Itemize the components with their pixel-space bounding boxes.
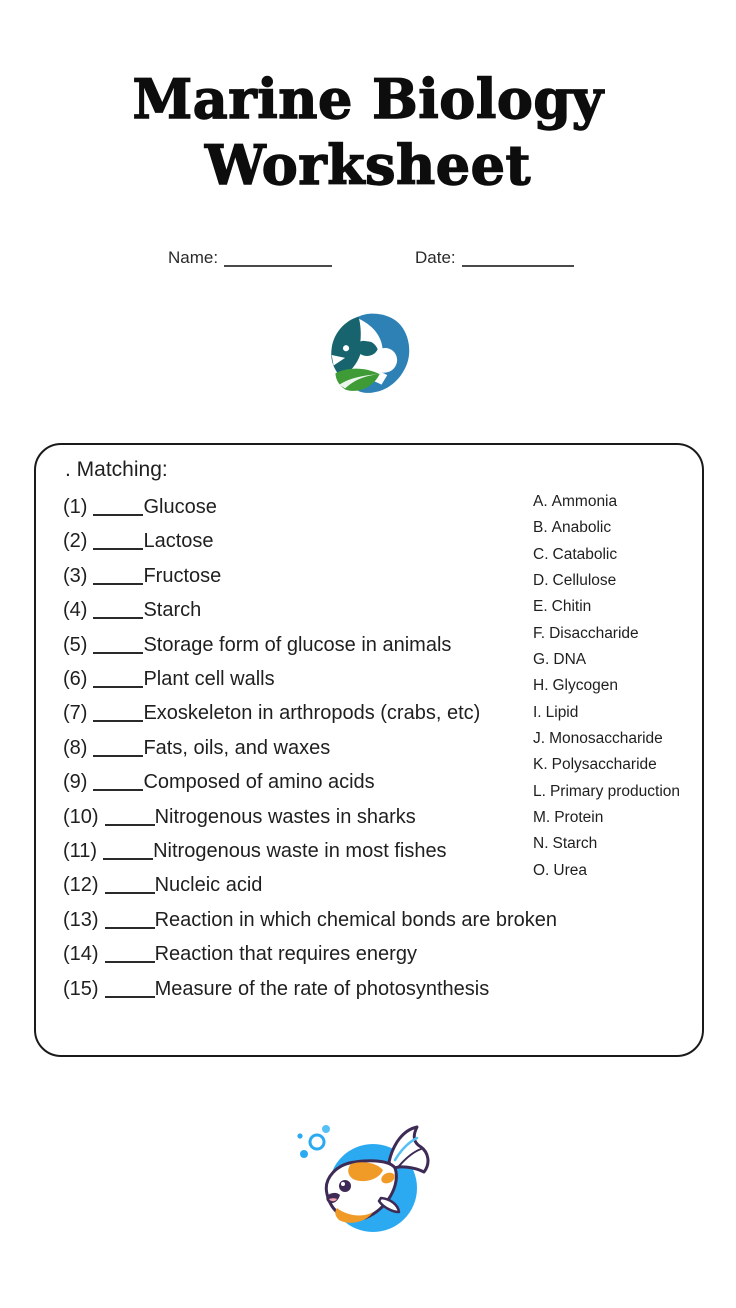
name-field (168, 248, 332, 268)
answer-blank (103, 854, 153, 860)
page-title-line2: Worksheet (205, 133, 531, 197)
answer-text: DNA (553, 651, 587, 669)
answer-blank (93, 716, 143, 722)
answer-letter: K. (533, 756, 548, 774)
answer-option (533, 700, 680, 726)
item-text: Nitrogenous waste in most fishes (153, 840, 447, 863)
answer-text: Ammonia (551, 493, 618, 510)
answer-text: Urea (553, 861, 587, 879)
matching-item (63, 731, 557, 765)
item-text: Starch (143, 599, 202, 622)
matching-item (63, 937, 557, 971)
item-text: Reaction that requires energy (154, 943, 417, 966)
answer-blank (93, 544, 143, 550)
matching-item (63, 593, 557, 627)
date-field (415, 248, 574, 268)
matching-item (63, 972, 557, 1006)
item-text: Reaction in which chemical bonds are broken (154, 908, 558, 931)
answer-letter: D. (533, 572, 549, 590)
matching-item (63, 868, 557, 902)
answer-option (533, 805, 680, 831)
answer-option (533, 568, 680, 594)
item-text: Exoskeleton in arthropods (crabs, etc) (143, 702, 481, 725)
item-number: (2) (63, 530, 88, 553)
answer-blank (93, 579, 143, 585)
answer-option (533, 831, 680, 857)
answer-option (533, 779, 680, 805)
matching-item (63, 834, 557, 868)
item-number: (11) (63, 840, 98, 863)
answer-text: Primary production (549, 782, 681, 800)
item-text: Lactose (143, 530, 214, 553)
answer-text: Polysaccharide (551, 756, 657, 774)
item-text: Fructose (143, 564, 222, 587)
item-text: Plant cell walls (143, 668, 275, 691)
fish-eye (343, 345, 349, 351)
answer-option (533, 542, 680, 568)
matching-item (63, 662, 557, 696)
answer-letter: O. (533, 861, 550, 879)
item-text: Nitrogenous wastes in sharks (154, 805, 416, 828)
answer-letter: H. (533, 677, 549, 695)
answer-option (533, 726, 680, 752)
answer-text: Lipid (545, 703, 579, 721)
item-text: Composed of amino acids (143, 771, 375, 794)
answer-text: Glycogen (552, 677, 618, 695)
answer-letter: G. (533, 651, 550, 669)
item-text: Fats, oils, and waxes (143, 736, 331, 759)
item-number: (9) (63, 771, 88, 794)
item-number: (13) (63, 908, 99, 931)
answer-blank (93, 751, 143, 757)
answer-text: Catabolic (552, 545, 618, 563)
answer-text: Protein (554, 809, 604, 827)
matching-item (63, 524, 557, 558)
answer-text: Disaccharide (549, 624, 639, 642)
answer-letter: N. (533, 835, 549, 853)
matching-item (63, 490, 557, 524)
answer-letter: L. (533, 782, 546, 800)
answer-letter: C. (533, 545, 549, 563)
answer-blank (105, 992, 155, 998)
answer-letter: M. (533, 809, 551, 827)
name-write-line (224, 261, 332, 267)
answer-letter: A. (533, 493, 548, 510)
answer-blank (105, 957, 155, 963)
item-text: Measure of the rate of photosynthesis (154, 977, 490, 1000)
answer-blank (105, 888, 155, 894)
item-text: Glucose (143, 496, 217, 518)
matching-item (63, 765, 557, 799)
matching-item (63, 903, 557, 937)
answer-blank (93, 613, 143, 619)
item-number: (1) (63, 496, 88, 518)
answer-letter: I. (533, 703, 542, 721)
item-number: (14) (63, 943, 99, 966)
item-number: (3) (63, 564, 88, 587)
header-fields (0, 248, 736, 278)
answer-blank (105, 820, 155, 826)
answer-blank (93, 682, 143, 688)
item-number: (5) (63, 633, 88, 656)
answer-text: Starch (552, 835, 598, 853)
answer-blank (93, 785, 143, 791)
item-number: (12) (63, 874, 99, 897)
matching-items-list (63, 490, 557, 1006)
answer-option (533, 647, 680, 673)
answer-blank (93, 510, 143, 516)
answer-text: Cellulose (552, 572, 617, 590)
item-number: (4) (63, 599, 88, 622)
date-label: Date: (415, 248, 456, 267)
answer-letter: F. (533, 624, 546, 642)
item-number: (15) (63, 977, 99, 1000)
koi-fish-logo-icon (291, 1122, 443, 1248)
matching-item (63, 628, 557, 662)
answer-option (533, 621, 680, 647)
answer-letter: E. (533, 598, 548, 616)
answer-option (533, 594, 680, 620)
answer-text: Anabolic (551, 519, 612, 537)
item-number: (6) (63, 668, 88, 691)
matching-item (63, 696, 557, 730)
answer-option (533, 673, 680, 699)
item-number: (10) (63, 805, 99, 828)
answer-blank (93, 648, 143, 654)
matching-item (63, 800, 557, 834)
date-write-line (462, 261, 574, 267)
koi-eye (339, 1180, 351, 1192)
fish-leaf-logo-icon (324, 308, 416, 400)
item-number: (7) (63, 702, 88, 725)
item-text: Nucleic acid (154, 874, 263, 897)
answer-option (533, 489, 680, 515)
answer-option (533, 515, 680, 541)
item-text: Storage form of glucose in animals (143, 633, 452, 656)
answer-bank-list (533, 489, 680, 884)
name-label: Name: (168, 248, 219, 267)
answer-blank (105, 923, 155, 929)
page-title-line1: Marine Biology (132, 67, 604, 131)
matching-heading: . Matching: (65, 458, 168, 481)
answer-letter: B. (533, 519, 548, 537)
answer-letter: J. (533, 730, 546, 748)
matching-section (34, 443, 704, 1057)
item-number: (8) (63, 736, 88, 759)
page-title (0, 66, 736, 198)
matching-item (63, 559, 557, 593)
answer-option (533, 858, 680, 884)
answer-text: Chitin (551, 598, 592, 616)
answer-text: Monosaccharide (549, 730, 663, 748)
answer-option (533, 752, 680, 778)
